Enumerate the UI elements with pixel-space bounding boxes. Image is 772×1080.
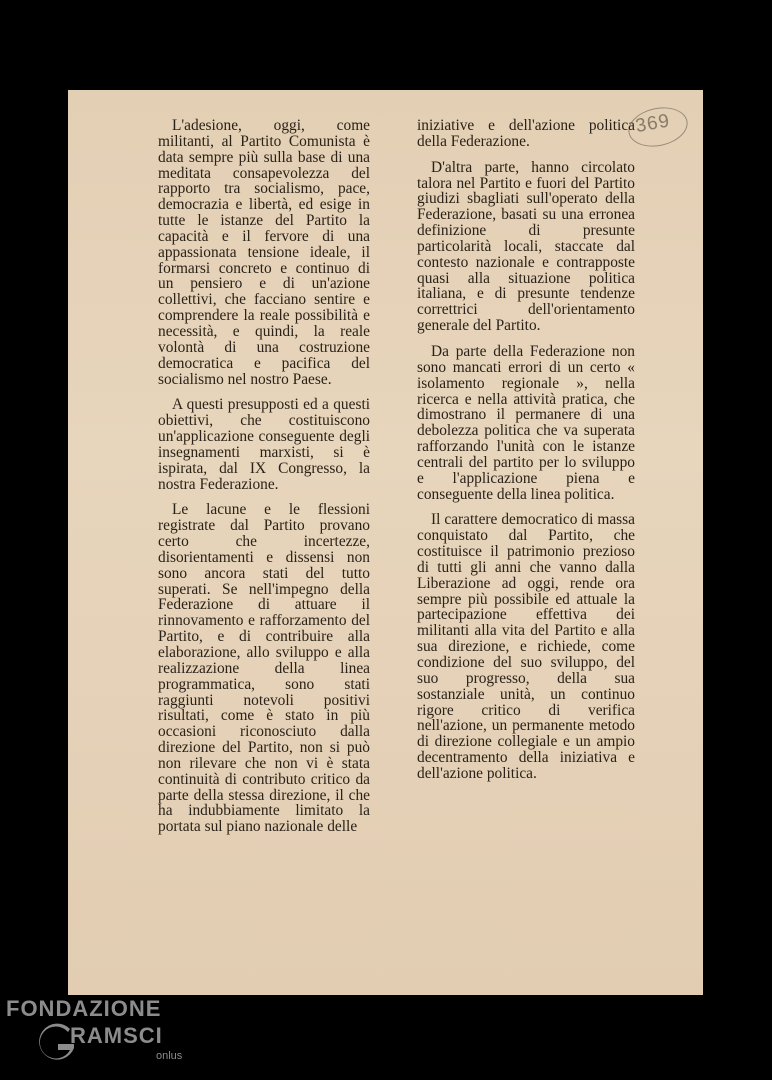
logo-line-2: RAMSCI [70, 1023, 163, 1048]
paragraph: A questi presupposti ed a questi obiettivi, che costituiscono un'applicazione conseguente degli insegnamenti marxisti, si è ispirata, dal IX Congresso, la nostra Federazione. [158, 396, 370, 493]
paragraph: Il carattere democratico di massa conquistato dal Partito, che costituisce il patrimonio prezioso di tutti gli anni che vanno dalla Liberazione ad oggi, rende ora sempre più possibile ed attuale la partecipazione effettiva dei militanti alla vita del Partito e alla sua direzione, e richiede, come condizione del suo sviluppo, del suo progresso, della sua sostanziale unità, un continuo rigore critico di verifica nell'azione, un permanente metodo di direzione collegiale e un ampio decentramento della iniziativa e dell'azione politica. [417, 511, 635, 782]
logo-line-1: FONDAZIONE [6, 996, 162, 1021]
fondazione-gramsci-logo [6, 996, 206, 1076]
logo-line-3: onlus [156, 1050, 183, 1062]
paragraph: iniziative e dell'azione politica della Federazione. [417, 117, 635, 150]
paragraph: L'adesione, oggi, come militanti, al Partito Comunista è data sempre più sulla base di una meditata consapevolezza del rapporto tra socialismo, pace, democrazia e libertà, ed esige in tutte le istanze del Partito la capacità e il fervore di una appassionata tensione ideale, il formarsi concreto e continuo di un pensiero e di un'azione collettivi, che facciano sentire e comprendere la reale possibilità e necessità, e quindi, la reale volontà di una costruzione democratica e pacifica del socialismo nel nostro Paese. [158, 117, 370, 388]
paragraph: Le lacune e le flessioni registrate dal Partito provano certo che incertezze, disorientamenti e dissensi non sono ancora stati del tutto superati. Se nell'impegno della Federazione di attuare il rinnovamento e rafforzamento del Partito, e di contribuire alla elaborazione, allo sviluppo e alla realizzazione della linea programmatica, sono stati raggiunti notevoli positivi risultati, come è stato in più occasioni riconosciuto dalla direzione del Partito, non si può non rilevare che non vi è stata continuità di contributo critico da parte della stessa direzione, il che ha indubbiamente limitato la portata sul piano nazionale delle [158, 501, 370, 836]
left-column [158, 118, 370, 835]
page-number: 369 [633, 110, 672, 138]
paragraph: Da parte della Federazione non sono mancati errori di un certo « isolamento regionale », nella ricerca e nella attività pratica, che dimostrano il permanere di una debolezza politica che va superata rafforzando l'unità con le istanze centrali del partito per lo sviluppo e l'applicazione piena e conseguente della linea politica. [417, 342, 635, 503]
document-page [68, 90, 703, 995]
right-column [417, 118, 635, 782]
paragraph: D'altra parte, hanno circolato talora nel Partito e fuori del Partito giudizi sbagliati sull'operato della Federazione, basati su una erronea definizione di presunte particolarità locali, staccate dal contesto nazionale e contrapposte quasi alla situazione politica italiana, e di presunte tendenze correttrici dell'orientamento generale del Partito. [417, 158, 635, 335]
